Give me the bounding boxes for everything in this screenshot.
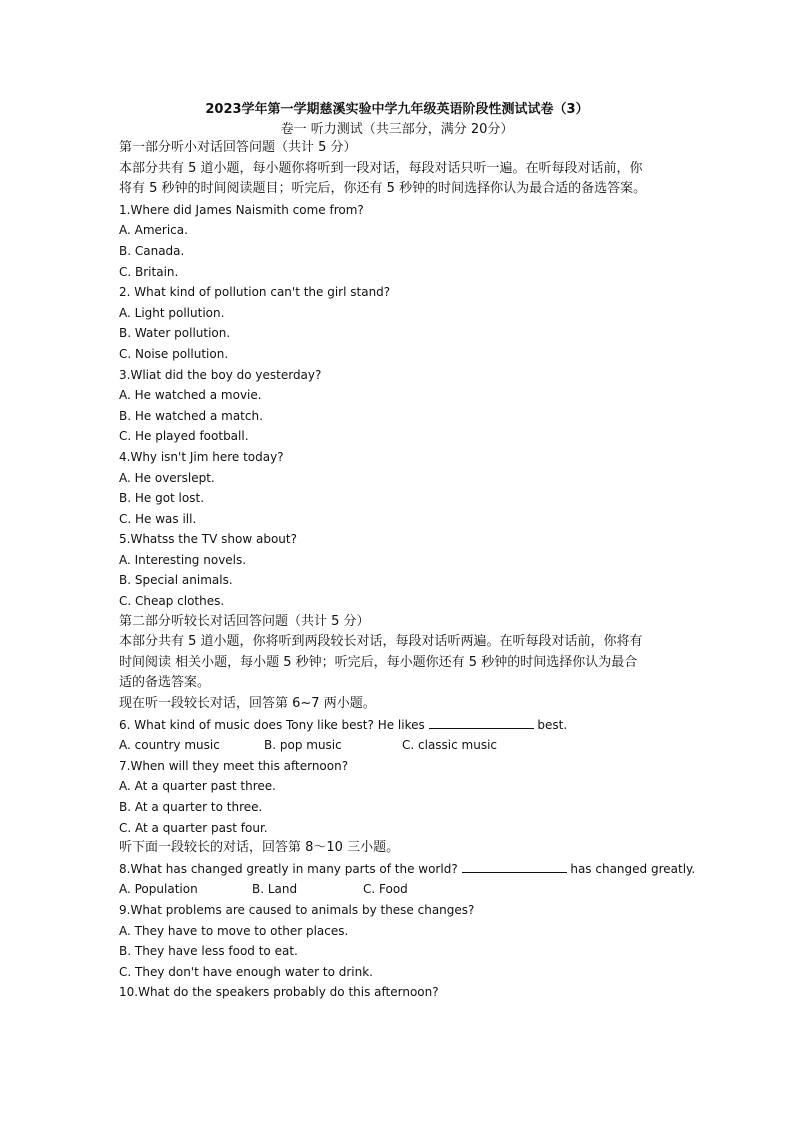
dialog1-intro: 现在听一段较长对话，回答第 6~7 两小题。 [119,696,376,712]
dialog2-intro: 听下面一段较长的对话，回答第 8～10 三小题。 [119,840,400,856]
answer-blank-6 [429,715,534,729]
question-2: 2. What kind of pollution can't the girl stand? [119,285,391,300]
option-1c: C. Britain. [119,264,179,279]
option-3b: B. He watched a match. [119,408,263,423]
option-2a: A. Light pollution. [119,305,225,320]
answer-blank-8 [462,859,567,873]
option-6a: A. country music [119,738,220,753]
question-6-text: 6. What kind of music does Tony like best? He likes [119,717,425,732]
option-5b: B. Special animals. [119,573,233,588]
options-6 [119,735,679,756]
option-9c: C. They don't have enough water to drink. [119,964,373,979]
options-8 [119,879,679,900]
option-9b: B. They have less food to eat. [119,944,298,959]
option-5c: C. Cheap clothes. [119,594,225,609]
option-5a: A. Interesting novels. [119,552,247,567]
option-4b: B. He got lost. [119,491,205,506]
part2-instructions-line2: 时间阅读 相关小题，每小题 5 秒钟；听完后，每小题你还有 5 秒钟的时间选择你认为最合 [119,654,638,670]
question-5: 5.Whatss the TV show about? [119,532,297,547]
question-6 [119,715,679,736]
option-7b: B. At a quarter to three. [119,800,263,814]
part1-heading: 第一部分听小对话回答问题（共计 5 分） [119,140,357,155]
question-9: 9.What problems are caused to animals by these changes? [119,902,475,917]
option-3c: C. He played football. [119,429,249,444]
option-2c: C. Noise pollution. [119,346,229,361]
question-4: 4.Why isn't Jim here today? [119,449,284,464]
section-subtitle: 卷一 听力测试（共三部分，满分 20分） [280,122,514,137]
question-10: 10.What do the speakers probably do this afternoon? [119,985,439,1000]
exam-title: 2023学年第一学期慈溪实验中学九年级英语阶段性测试试卷（3） [205,102,589,117]
question-3: 3.Wliat did the boy do yesterday? [119,367,322,382]
option-8a: A. Population [119,882,198,897]
option-4c: C. He was ill. [119,511,197,526]
exam-content [119,138,696,1003]
option-8c: C. Food [363,882,408,897]
part2-instructions-line3: 适的备选答案。 [119,675,211,691]
option-6c: C. classic music [402,738,498,753]
option-7c: C. At a quarter past four. [119,820,268,835]
option-8b: B. Land [252,882,298,897]
option-9a: A. They have to move to other places. [119,923,349,938]
option-7a: A. At a quarter past three. [119,779,276,794]
part1-instructions-line2: 将有 5 秒钟的时间阅读题目；听完后，你还有 5 秒钟的时间选择你认为最合适的备选答案。 [119,181,647,197]
question-6-tail: best. [537,717,568,732]
part2-heading: 第二部分听较长对话回答问题（共计 5 分） [119,613,370,629]
question-8-text: 8.What has changed greatly in many parts of the world? [119,861,458,876]
part2-instructions-line1: 本部分共有 5 道小题，你将听到两段较长对话，每段对话听两遍。在听每段对话前，你将有 [119,634,643,650]
option-3a: A. He watched a movie. [119,388,262,403]
question-8-tail: has changed greatly. [570,861,696,876]
option-1b: B. Canada. [119,243,185,258]
question-1: 1.Where did James Naismith come from? [119,202,364,217]
option-2b: B. Water pollution. [119,326,231,341]
part1-instructions-line1: 本部分共有 5 道小题，每小题你将听到一段对话，每段对话只听一遍。在听每段对话前，你 [119,160,643,176]
option-6b: B. pop music [264,738,342,753]
option-1a: A. America. [119,223,188,238]
question-7: 7.When will they meet this afternoon? [119,758,349,773]
option-4a: A. He overslept. [119,470,215,485]
question-8 [119,859,696,880]
